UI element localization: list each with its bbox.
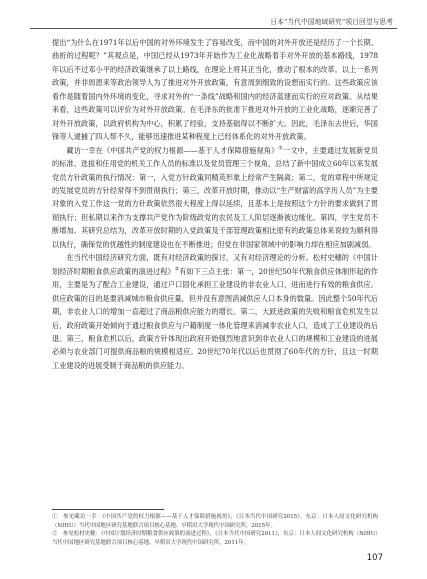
- paragraph-2-text-a: 藏访一幸在《中国共产党的权力根源——基于人才保障措施视角》: [66, 145, 279, 155]
- footnotes: [52, 513, 378, 547]
- footnote-1: ① 参见藏访一幸：《中国共产党的权力根源——基于人才保障措施视角》，《日本当代中国研究2015》，东京：日本人间文化研究机构（NIHU）当代中国地区研究基地联合项目核心基地、早稻田大学现代中国研究所，2015年。: [52, 514, 378, 529]
- header-rule: [30, 28, 397, 29]
- paragraph-2: [52, 144, 378, 252]
- paragraph-2-text-b: 一文中，主要通过发展新党员的标准、选拔和任用党的机关工作人员的标准以及党员管理三个视角，总结了新中国成立60年以来发展党员方针政策的执行情况：第一，入党方针政策同精英形象上经常产生隔离；第二，党的章程中所规定的发展党员的方针经常得不到贯彻执行；第三，改革开放时期，推动以“生产财富的高学历人员”为主要对象的入党工作这一党的方针政策依然很大程度上得以延续，且基本上是按照这个方针的要求做到了贯彻执行；但私期以来作为支撑共产党作为阶级政党的农民及工人阶层逐渐被边缘化。第四，学生党员不断增加。其研究总结为，改革开放时期的入党政策及干部管理政策相比原有的政策总体来说较为顺利得以执行，确保党的优越性的制度建设也在不断推进；但党在非国家领域中的影响力却在相应加剧减弱。: [52, 145, 378, 249]
- footnote-rule: [52, 509, 164, 510]
- running-header: 日本“当代中国地域研究”项目回望与思考: [270, 18, 393, 26]
- footnote-ref-1[interactable]: ①: [278, 145, 284, 152]
- paragraph-3-text-b: 有如下三点主张：第一，20世纪50年代粮食供应体制形起的作用，主要是为了配合工业建设，通过户口固化承担工业建设的非农业人口，进而进行有效的粮食供应。供应政策的目的是要消减城市粮食供应量，但并没有意图消减供应人口本身的数量。因此整个50年代后期，非农业人口的增加一直超过了商品粮供应能力的增长。第二，大跃进政策的失败和粮食危机发生以后，政府政策开始倾向于通过粮食供应与户籍制度一体化管理来消减非农业人口，造成了工业建设的后退。第三，粮食危机以后，政策方针体现出政府开始强烈地意识到非农业人口的规模和工业建设的进展必须与农业部门可提供商品粮的规模相适应。20世纪70年代以后也贯彻了60年代的方针，且这一时期工业建设的进展受制于商品粮的供应能力。: [52, 266, 378, 370]
- paragraph-3: [52, 251, 378, 372]
- paragraph-3-text-a: 在当代中国经济研究方面，既有对经济政策的探讨，又有对经济理论的分析。松村史穗的《中国计划经济时期粮食供应政策的演进过程》: [52, 253, 378, 276]
- paragraph-1: 提出“为什么在1971年以后中国的对外环境发生了容易改变，而中国的对外开放还是经历了一个长期、曲折的过程呢？”其观点是，中国已经从1973年开始作为工业化战略着手对外开放的基本路线，1978年以后不过邓小平的经济政策继承了以上路线，在理论上将其正当化，推动了根本的改革。以上一系列政策，并非周恩来等政治领导人为了推进对外开放政策，有意周到细致的设想而实行的。这些政策应该看作是随着国内外环境的变化，寻求对外的“一条线”战略和国内的经济蓝建而实行的应对政策。从结果来看，这些政策可以评价为对外开放政策。在毛泽东的批准下推进对外开放的工业化战略，逐渐完善了对外开放政策，以政府机构为中心，积累了经验，支持基础得以不断扩大。因此，毛泽东去世后，华国锋等人逮捕了四人帮不久，能够迅速推进某种程度上已经体系化的对外开放政策。: [52, 38, 378, 142]
- footnote-2: ② 参见松村史穗：《中国计划经济时期粮食供应政策的演进过程》，《日本当代中国研究2011》，东京：日本人间文化研究机构（NIHU）当代中国地区研究基地联合项目核心基地、早稻田大学现代中国研究所，2011年。: [52, 531, 378, 546]
- footnote-ref-2[interactable]: ②: [174, 266, 180, 273]
- body-text: [52, 36, 378, 372]
- page-number: 107: [366, 553, 383, 563]
